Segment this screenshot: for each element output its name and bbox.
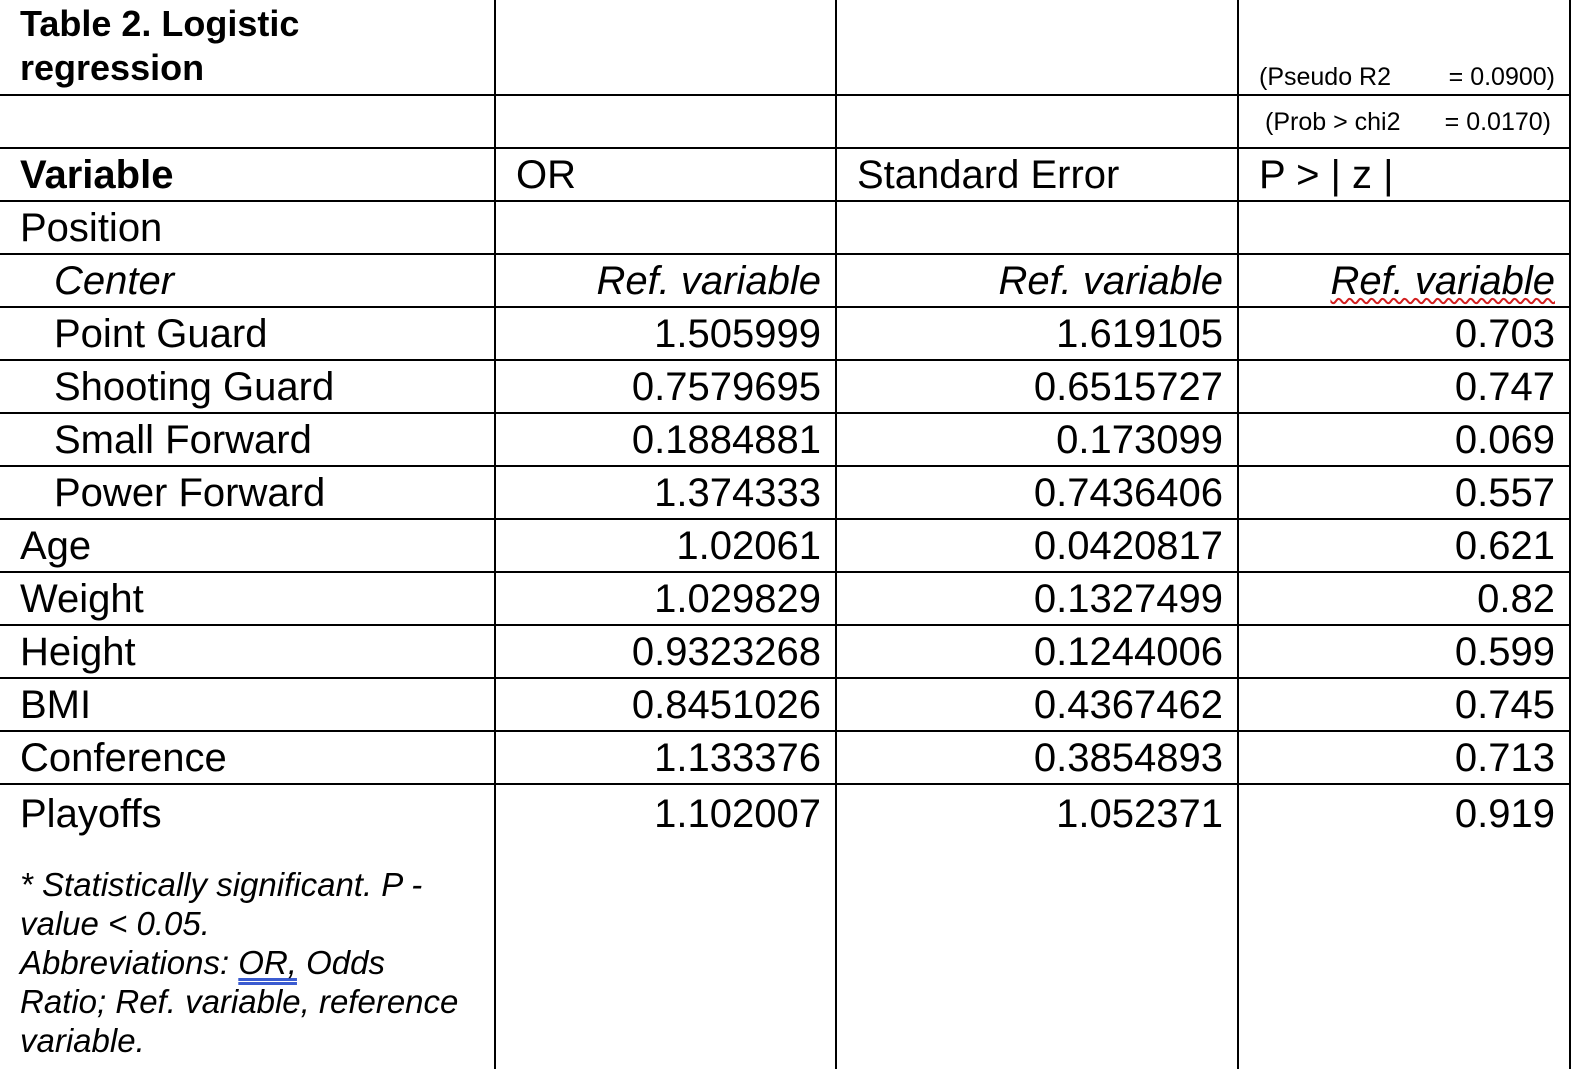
- table-row: [0, 413, 1570, 466]
- se-cell: 1.619105: [836, 307, 1238, 360]
- prob-chi2-row: [0, 95, 1570, 148]
- p-cell: 0.621: [1238, 519, 1570, 572]
- table-row: [0, 572, 1570, 625]
- spellcheck-marked-text: Ref. variable: [1330, 258, 1555, 303]
- pseudo-r2-cell: [1238, 0, 1570, 95]
- header-standard-error: Standard Error: [836, 148, 1238, 201]
- or-cell: 1.133376: [495, 731, 836, 784]
- empty-cell: [495, 201, 836, 254]
- se-cell: 0.1244006: [836, 625, 1238, 678]
- table-row: [0, 625, 1570, 678]
- or-cell: 0.8451026: [495, 678, 836, 731]
- se-cell: 0.6515727: [836, 360, 1238, 413]
- se-cell: 0.3854893: [836, 731, 1238, 784]
- empty-cell: [495, 0, 836, 95]
- or-cell: [495, 784, 836, 1069]
- table-row: [0, 784, 1570, 1069]
- pseudo-r2-label: (Pseudo R2: [1259, 63, 1392, 91]
- pseudo-r2-value: = 0.0900): [1448, 63, 1555, 91]
- variable-cell: BMI: [0, 678, 495, 731]
- p-cell: 0.557: [1238, 466, 1570, 519]
- empty-cell: [836, 201, 1238, 254]
- table-row: [0, 360, 1570, 413]
- variable-cell: [0, 784, 495, 1069]
- or-cell: 1.374333: [495, 466, 836, 519]
- or-cell: 1.02061: [495, 519, 836, 572]
- p-cell: 0.703: [1238, 307, 1570, 360]
- header-row: [0, 148, 1570, 201]
- prob-chi2-label: (Prob > chi2: [1265, 107, 1401, 136]
- or-value: 1.102007: [654, 792, 821, 836]
- p-cell: 0.713: [1238, 731, 1570, 784]
- se-value: 1.052371: [1056, 792, 1223, 836]
- prob-chi2-value: = 0.0170): [1444, 107, 1551, 136]
- table-row: [0, 519, 1570, 572]
- p-cell: 0.599: [1238, 625, 1570, 678]
- table-footnote: [20, 865, 480, 1060]
- footnote-abbrev-rest: Odds Ratio; Ref. variable, reference variable.: [20, 944, 459, 1059]
- empty-cell: [1238, 201, 1570, 254]
- p-cell: [1238, 254, 1570, 307]
- se-cell: Ref. variable: [836, 254, 1238, 307]
- footnote-significance: * Statistically significant. P - value < 0.05.: [20, 866, 423, 942]
- table-row: [0, 731, 1570, 784]
- table-title-row: [0, 0, 1570, 95]
- table-row: [0, 307, 1570, 360]
- prob-chi2-cell: [1238, 95, 1570, 148]
- variable-cell: Shooting Guard: [0, 360, 495, 413]
- p-cell: 0.745: [1238, 678, 1570, 731]
- footnote-abbreviations: [20, 943, 480, 1060]
- se-cell: 0.173099: [836, 413, 1238, 466]
- p-cell: [1238, 784, 1570, 1069]
- p-cell: 0.069: [1238, 413, 1570, 466]
- p-cell: 0.82: [1238, 572, 1570, 625]
- or-cell: 0.7579695: [495, 360, 836, 413]
- empty-cell: [836, 0, 1238, 95]
- variable-cell: Power Forward: [0, 466, 495, 519]
- header-or: OR: [495, 148, 836, 201]
- p-cell: 0.747: [1238, 360, 1570, 413]
- p-value: 0.919: [1454, 792, 1555, 836]
- se-cell: 0.4367462: [836, 678, 1238, 731]
- position-row: [0, 201, 1570, 254]
- or-cell: Ref. variable: [495, 254, 836, 307]
- variable-cell: Small Forward: [0, 413, 495, 466]
- or-cell: 0.9323268: [495, 625, 836, 678]
- variable-cell: Point Guard: [0, 307, 495, 360]
- table-row: [0, 254, 1570, 307]
- se-cell: [836, 784, 1238, 1069]
- se-cell: 0.1327499: [836, 572, 1238, 625]
- footnote-abbrev-or: OR,: [238, 944, 297, 981]
- variable-cell: Conference: [0, 731, 495, 784]
- position-label: Position: [0, 201, 495, 254]
- variable-cell: Center: [0, 254, 495, 307]
- empty-cell: [836, 95, 1238, 148]
- table-row: [0, 466, 1570, 519]
- empty-cell: [495, 95, 836, 148]
- variable-cell: Age: [0, 519, 495, 572]
- variable-cell: Weight: [0, 572, 495, 625]
- empty-cell: [0, 95, 495, 148]
- footnote-abbrev-prefix: Abbreviations:: [20, 944, 239, 981]
- table-row: [0, 678, 1570, 731]
- table-title: Table 2. Logistic regression: [0, 0, 495, 95]
- variable-cell: Height: [0, 625, 495, 678]
- header-variable: Variable: [0, 148, 495, 201]
- se-cell: 0.7436406: [836, 466, 1238, 519]
- or-cell: 1.505999: [495, 307, 836, 360]
- header-p-value: P > | z |: [1238, 148, 1570, 201]
- or-cell: 0.1884881: [495, 413, 836, 466]
- se-cell: 0.0420817: [836, 519, 1238, 572]
- or-cell: 1.029829: [495, 572, 836, 625]
- variable-name: Playoffs: [20, 792, 162, 836]
